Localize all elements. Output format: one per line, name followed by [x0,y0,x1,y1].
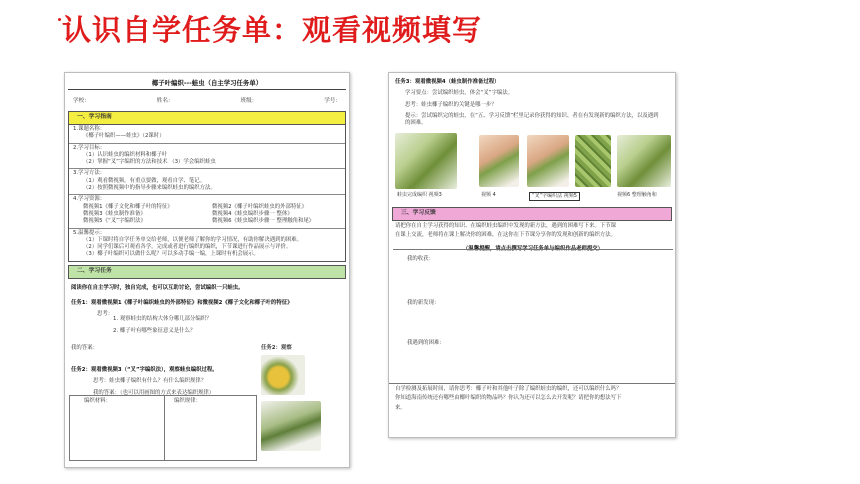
worksheet-title: 椰子叶编织---蛙虫（自主学习任务单） [151,79,263,87]
course-name-block [69,125,345,144]
tips-block [69,229,345,261]
caption-2: 视频 4 [481,192,496,198]
task-3: 任务3：观看微视频4（蛙虫制作准备过程） [395,79,500,85]
learning-goals-block [69,144,345,170]
method-item: （1）观看微视频，有重点要做，观看自学、笔记。 [83,177,206,184]
feedback-line: 在课上交流，老师将在课上解决你的困难，在这你在下节课分享你的发现和创新的编织方法。 [395,232,617,239]
tip-item: （2）同学们课后可观看各学，完成或者进行编织的编织，下节课进行作品展示与评价。 [83,244,292,251]
slide-title: 认识自学任务单：观看视频填写 [62,13,483,47]
caption-4: 视频6 整理触角和 [617,192,657,198]
task-3-think: 思考：蛙虫椰子编织的关键是哪一步？ [405,101,497,108]
course-value: 《椰子叶编织——蛙虫》（2课时） [83,133,165,140]
student-info-row [65,90,349,112]
task-3-point: 学习要点：尝试编织蛙虫，体会“叉”字编法。 [405,90,514,97]
leaf-photo-1 [261,355,305,395]
extension-line: 自学检测及拓展时间，请你思考：椰子叶和其他叶子除了编织蛙虫的编织，还可以编织什么吗？ [395,386,622,392]
resources-label: 4.学习资源： [73,196,106,203]
method-item: （2）按照微视频中的指导步骤来编织蛙虫的编织方法。 [83,185,216,192]
weaving-photo-5 [617,135,671,187]
task-1-question-2: 2. 椰子叶有哪些象征意义是什么？ [113,327,196,334]
weaving-photo-2 [479,135,519,187]
learning-resources-block [69,195,345,228]
task-2-think: 思考：蛙虫椰子编织有什么？有什么编织规律？ [93,378,207,385]
task-1-think: 思考： [97,311,114,318]
study-guide-header: 一、学习指南 [69,112,345,125]
feedback-note: （温馨提醒，请点击撰写学习任务单与编织作品老师提交） [462,245,604,252]
weaving-photo-3 [527,135,569,187]
resource-item: 微视频6《蛙虫编织步骤一 整理触角和尾》 [212,218,315,225]
extension-line: 来。 [395,404,406,411]
extension-line: 你知道海南传统还有哪些由椰叶编织的物品吗？你认为还可以怎么去开发呢？请把你的想法写下 [395,395,622,402]
task-2-photo-label: 任务2：观察 [261,345,292,351]
leaf-photo-2 [261,401,321,451]
task-1: 任务1：观看微视频1《椰子叶编织蛙虫的外部特征》和微视频2《椰子文化和椰子叶的特征》 [71,299,293,306]
resource-item: 微视频3《蛙虫制作准备》 [83,210,146,217]
feedback-header: 三、学习反馈 [392,207,672,221]
goal-item: （2）掌握“叉”字编织的方法和技术 （3）学会编织蛙虫 [83,159,216,166]
caption-3: “叉”字编织法 视频5 [529,192,580,201]
name-field: 姓名： [156,97,174,104]
task-3-hint: 提示：尝试编织完的蛙虫，在“五、学习反馈”栏里记录你获得的知识、者在有发现新的编织方法，以及遇到的困难。 [405,112,659,127]
task-2-answer-table [69,395,257,461]
course-label: 1.课题名称： [73,126,106,132]
tasks-intro: 阅读你在自主学习时，独自完成，也可以互助讨论，尝试编织一只蛙虫。 [71,284,244,291]
task-2-answer: 我的答案：（也可以用画图的方式来表达编织规律） [93,389,215,396]
resource-item: 微视频4《蛙虫编织步骤一 整体》 [212,210,293,217]
goal-item: （1）认识蛙虫的编织材料和椰子叶 [83,151,168,158]
methods-label: 3.学习方法： [73,170,106,177]
self-study-worksheet-page-2 [388,72,676,438]
table-divider [164,396,165,460]
resource-item: 微视频1《椰子文化和椰子叶的特征》 [83,203,173,210]
tip-item: （1）下课时将自学任务单交给老师，以便老师了解你的学习情况，有助你解决遇到的困难。 [83,236,303,243]
harvest-label: 我的收获： [407,256,434,262]
weaving-photo-1 [395,133,457,189]
tip-item: （3）椰子叶编织可以做什么呢？可以多动手编一编，上课时有机会展示。 [83,251,259,258]
study-guide-section [68,111,346,262]
self-study-worksheet-page-1 [64,72,350,468]
resource-item: 微视频2《椰子叶编织蛙虫的外部特征》 [212,203,308,210]
learning-tasks-header: 二、学习任务 [68,265,346,279]
weaving-photo-4 [575,135,611,187]
extension-block [389,383,676,414]
feedback-answer-area [393,249,673,381]
learning-methods-block [69,169,345,195]
rule-column-header: 编织规律： [174,398,201,404]
resource-row [73,218,341,225]
school-field: 学校： [73,97,90,104]
task-2-block [65,365,261,399]
task-1-question-1: 1. 观察蛙虫的结构大体分哪几部分编织？ [113,316,212,323]
caption-1: 蛙虫完成编织 视频3 [397,192,442,198]
task-1-answer: 我的答案： [71,345,98,352]
material-column-header: 编织材料： [84,398,111,404]
feedback-line: 请把你在自主学习获得的知识、在编织蛙虫编织中发现的新方法，遇到的困难写下来。下节课 [395,223,617,229]
task-2: 任务2：观看微视频3（“叉”字编织法），观察蛙虫编织过程。 [71,367,218,373]
goals-label: 2.学习目标： [73,144,106,151]
tips-label: 5.温馨提示： [73,229,106,236]
title-bullet [58,18,61,21]
difficulty-label: 我遇到的困难： [407,340,445,346]
number-field: 学号： [324,97,341,104]
class-field: 班级： [240,97,258,104]
new-discovery-label: 我的新发现： [407,300,440,306]
resource-item: 微视频5《“叉”字编织法》 [83,218,146,225]
photo-captions [391,192,673,202]
resource-row [73,204,341,211]
